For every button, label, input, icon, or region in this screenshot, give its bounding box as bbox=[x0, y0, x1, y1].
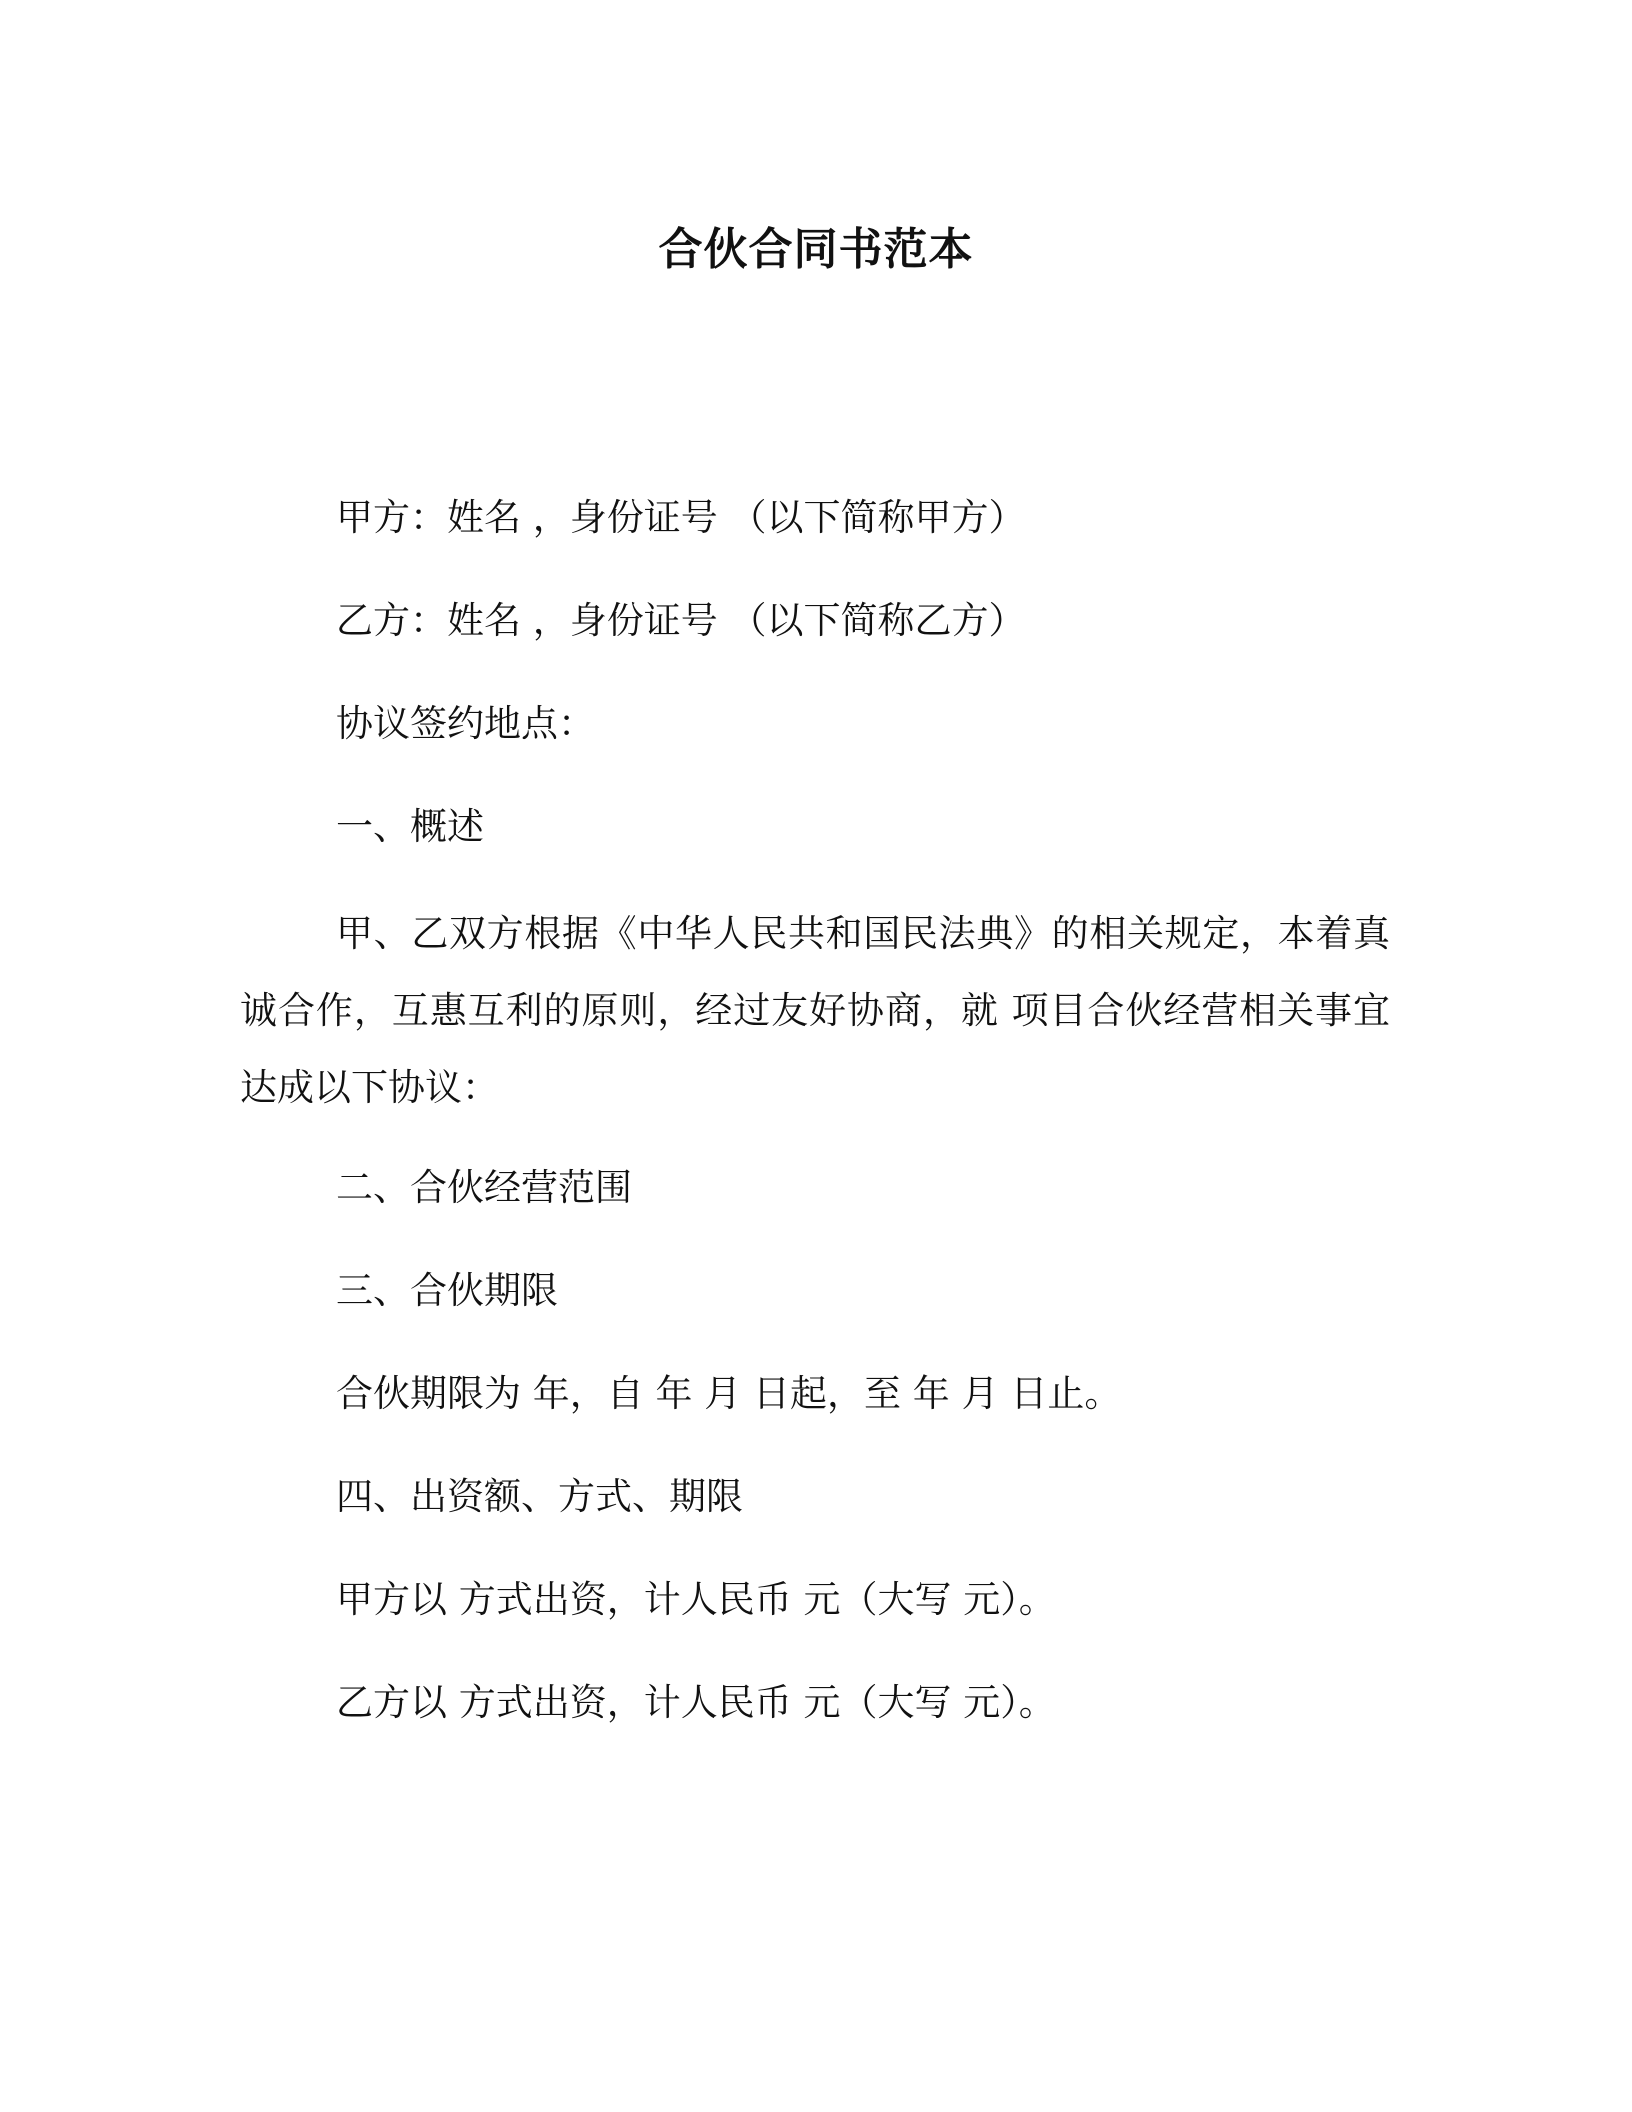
section-1-body: 甲、乙双方根据《中华人民共和国民法典》的相关规定，本着真诚合作，互惠互利的原则，经过友好协商，就 项目合伙经营相关事宜达成以下协议： bbox=[240, 912, 1390, 1109]
document-title: 合伙合同书范本 bbox=[658, 224, 974, 275]
section-4-party-b: 乙方以 方式出资，计人民币 元（大写 元）。 bbox=[336, 1681, 1056, 1724]
section-2-heading: 二、合伙经营范围 bbox=[336, 1166, 632, 1209]
section-4-party-a: 甲方以 方式出资，计人民币 元（大写 元）。 bbox=[336, 1578, 1056, 1621]
party-b-line: 乙方：姓名 ，身份证号 （以下简称乙方） bbox=[336, 599, 1026, 642]
section-4-heading: 四、出资额、方式、期限 bbox=[336, 1475, 743, 1518]
signing-place-line: 协议签约地点： bbox=[336, 702, 595, 745]
section-1-heading: 一、概述 bbox=[336, 805, 484, 848]
party-a-line: 甲方：姓名 ，身份证号 （以下简称甲方） bbox=[336, 496, 1026, 539]
section-3-body: 合伙期限为 年，自 年 月 日起，至 年 月 日止。 bbox=[336, 1372, 1122, 1415]
section-3-heading: 三、合伙期限 bbox=[336, 1269, 558, 1312]
